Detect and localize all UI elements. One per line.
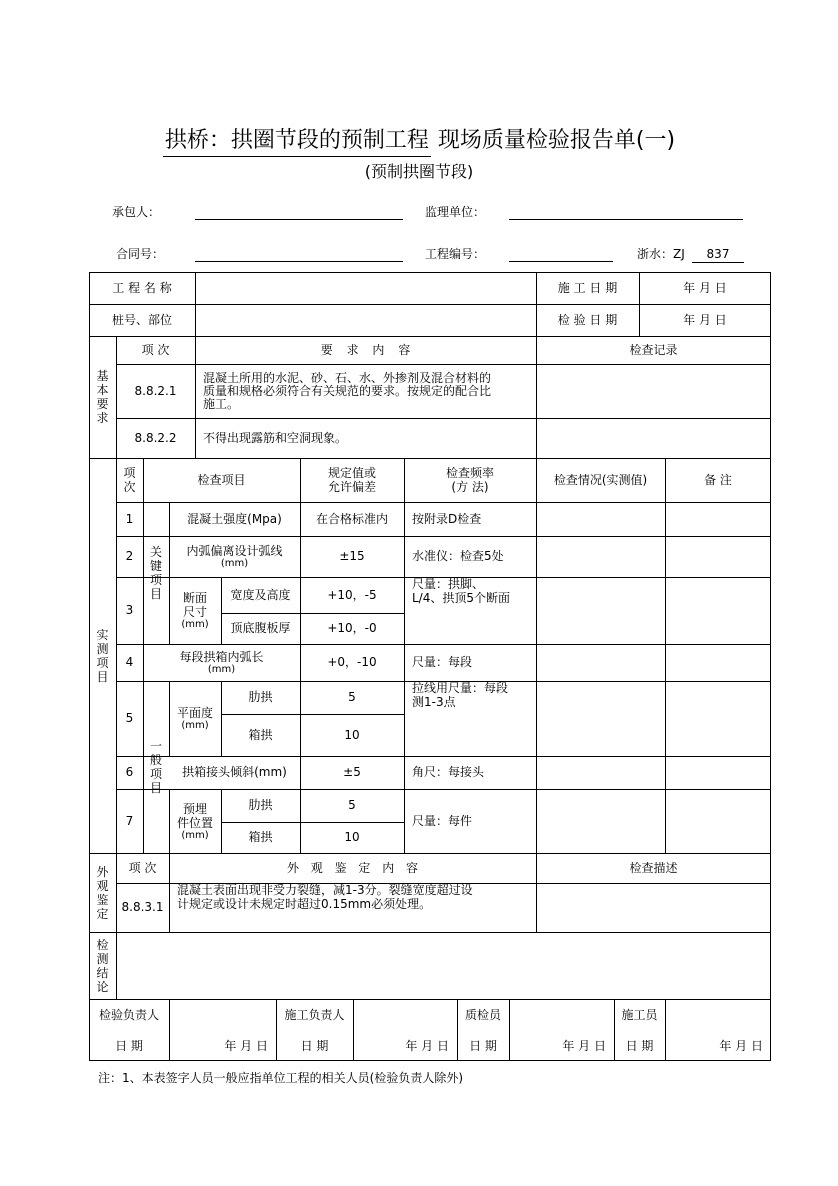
conclusion-section-label: 检 测 结 论 <box>96 937 109 994</box>
row-4-no: 4 <box>125 655 134 669</box>
builder-date-label: 日 期 <box>625 1038 654 1053</box>
row-1-spec: 在合格标准内 <box>315 511 388 526</box>
conclusion-field[interactable] <box>117 933 771 999</box>
project-no-label: 工程编号： <box>425 247 486 261</box>
row-3-no: 3 <box>125 603 134 617</box>
basic-row-2-text: 不得出现露筋和空洞现象。 <box>203 430 348 445</box>
row-7-sub-2: 箱拱 <box>248 830 273 844</box>
form-prefix: 浙水：ZJ <box>637 247 685 261</box>
basic-row-1-code: 8.8.2.1 <box>134 383 177 398</box>
row-3-freq: 尺量：拱脚、 L/4、拱顶5个断面 <box>412 577 510 605</box>
page-subtitle: (预制拱圈节段) <box>364 162 474 181</box>
row-7-no: 7 <box>125 813 134 828</box>
row-5-spec-1: 5 <box>348 690 356 704</box>
basic-col-record: 检查记录 <box>629 342 678 357</box>
basic-row-1-record[interactable] <box>537 365 771 418</box>
supervisor-label: 监理单位： <box>425 205 486 219</box>
inspector-date-value[interactable]: 年 月 日 <box>224 1038 268 1053</box>
appearance-section-label: 外 观 鉴 定 <box>96 864 109 921</box>
row-3-sub-1: 宽度及高度 <box>230 587 291 602</box>
row-7-spec-1: 5 <box>348 798 356 812</box>
appearance-col-desc: 检查描述 <box>629 860 678 875</box>
row-2-freq: 水准仪：检查5处 <box>412 549 504 563</box>
row-2-item: 内弧偏离设计弧线 (mm) <box>186 544 283 569</box>
inspection-date-value[interactable]: 年 月 日 <box>683 312 727 327</box>
row-1-freq: 按附录D检查 <box>412 511 482 526</box>
footnote: 注：1、本表签字人员一般应指单位工程的相关人员(检验负责人除外) <box>98 1071 464 1085</box>
title-rest: 现场质量检验报告单(一) <box>437 128 676 153</box>
basic-col-item: 项 次 <box>141 342 170 357</box>
construction-date-value[interactable]: 年 月 日 <box>683 280 727 295</box>
contractor-label: 承包人： <box>112 205 161 219</box>
row-4-freq: 尺量：每段 <box>412 655 473 669</box>
construction-date-label: 施 工 日 期 <box>557 280 618 295</box>
row-5-sub-2: 箱拱 <box>248 727 273 742</box>
row-6-no: 6 <box>125 765 134 779</box>
basic-row-1-text: 混凝土所用的水泥、砂、石、水、外掺剂及混合材料的质量和规格必须符合有关规范的要求。按规定的配合比施工。 <box>203 370 492 411</box>
form-number: 837 <box>692 246 744 263</box>
row-5-freq: 拉线用尺量：每段 测1-3点 <box>412 681 509 709</box>
contract-no-label: 合同号： <box>116 247 165 261</box>
basic-row-2-record[interactable] <box>537 419 771 458</box>
row-3-spec-1: +10，-5 <box>327 587 377 602</box>
inspector-label: 检验负责人 <box>98 1007 159 1022</box>
row-3-spec-2: +10，-0 <box>327 621 377 635</box>
row-1-item: 混凝土强度(Mpa) <box>187 511 282 526</box>
qc-label: 质检员 <box>464 1007 501 1022</box>
row-1-no: 1 <box>125 511 134 526</box>
project-name-label: 工 程 名 称 <box>112 280 172 295</box>
qc-date-label: 日 期 <box>469 1038 497 1053</box>
row-4-item: 每段拱箱内弧长 (mm) <box>179 650 264 675</box>
qc-date-value[interactable]: 年 月 日 <box>562 1038 606 1053</box>
appearance-desc-field[interactable] <box>537 884 771 932</box>
appearance-col-item: 项 次 <box>128 860 157 875</box>
row-7-spec-2: 10 <box>344 830 360 844</box>
row-2-no: 2 <box>125 549 134 563</box>
measured-col-item: 项 次 <box>123 466 136 494</box>
row-5-spec-2: 10 <box>344 727 360 742</box>
row-6-spec: ±5 <box>343 765 361 779</box>
measured-col-check: 检查项目 <box>197 472 246 487</box>
measured-col-remark: 备 注 <box>704 472 732 487</box>
row-7-freq: 尺量：每件 <box>412 813 473 828</box>
appearance-col-content: 外 观 鉴 定 内 容 <box>286 860 419 875</box>
basic-section-label: 基 本 要 求 <box>96 369 109 425</box>
basic-col-content: 要 求 内 容 <box>320 342 411 357</box>
builder-lead-label: 施工负责人 <box>284 1007 345 1022</box>
builder-lead-date-value[interactable]: 年 月 日 <box>405 1038 449 1053</box>
inspector-date-label: 日 期 <box>115 1038 143 1053</box>
key-items-label: 关 键 项 目 <box>149 545 162 601</box>
builder-lead-date-label: 日 期 <box>300 1038 329 1053</box>
row-2-spec: ±15 <box>339 549 365 563</box>
row-5-group: 平面度 (mm) <box>176 706 213 731</box>
row-3-group: 断面 尺寸 (mm) <box>181 591 209 630</box>
row-7-group: 预埋 件位置 (mm) <box>176 801 213 841</box>
builder-date-value[interactable]: 年 月 日 <box>719 1038 763 1053</box>
general-items-label: 一 般 项 目 <box>149 739 162 795</box>
appearance-text: 混凝土表面出现非受力裂缝，减1-3分。裂缝宽度超过设 计规定或设计未规定时超过0.15mm必须处理。 <box>177 883 473 911</box>
project-name-field[interactable] <box>196 273 536 304</box>
row-3-sub-2: 顶底腹板厚 <box>230 621 291 635</box>
row-7-sub-1: 肋拱 <box>248 798 273 812</box>
measured-col-freq: 检查频率 (方 法) <box>445 466 494 494</box>
station-field[interactable] <box>196 305 536 336</box>
row-6-item: 拱箱接头倾斜(mm) <box>182 765 287 779</box>
row-5-no: 5 <box>125 711 134 725</box>
basic-row-2-code: 8.8.2.2 <box>134 430 177 445</box>
title-underlined: 拱桥：拱圈节段的预制工程 <box>163 126 431 157</box>
measured-col-result: 检查情况(实测值) <box>553 472 648 487</box>
measured-section-label: 实 测 项 目 <box>96 627 109 684</box>
measured-col-spec: 规定值或 允许偏差 <box>327 466 376 494</box>
inspection-date-label: 检 验 日 期 <box>557 312 618 327</box>
row-5-sub-1: 肋拱 <box>248 690 273 704</box>
builder-label: 施工员 <box>621 1007 658 1022</box>
row-4-spec: +0，-10 <box>327 655 377 669</box>
appearance-code: 8.8.3.1 <box>121 900 164 914</box>
station-label: 桩号、部位 <box>111 312 172 327</box>
row-6-freq: 角尺：每接头 <box>412 765 485 779</box>
